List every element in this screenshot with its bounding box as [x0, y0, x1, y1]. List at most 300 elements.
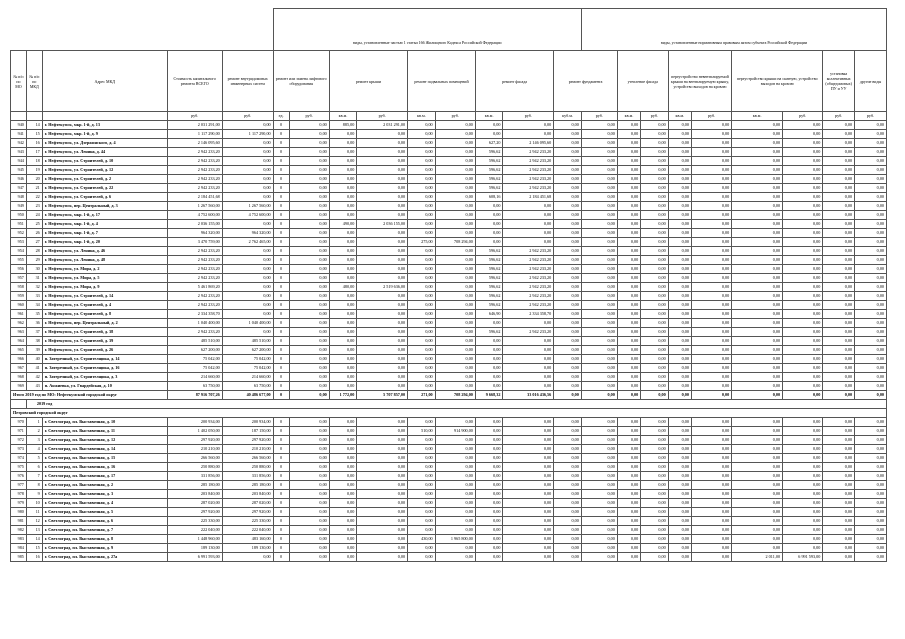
row-value: 75 042,00 — [222, 364, 273, 373]
row-value: 0,00 — [554, 517, 582, 526]
table-row — [11, 508, 887, 517]
col-num2-header: № п/п по МКД — [26, 51, 42, 112]
table-row — [11, 535, 887, 544]
row-subnumber: 3 — [26, 436, 42, 445]
row-value: 0,00 — [357, 184, 408, 193]
row-value: 0,00 — [641, 373, 669, 382]
row-value: 0,00 — [357, 238, 408, 247]
row-value: 0,00 — [691, 490, 731, 499]
unit-cell: руб. — [289, 112, 329, 121]
row-number: 975 — [11, 463, 27, 472]
row-value: 0,00 — [289, 337, 329, 346]
row-value: 0,00 — [783, 544, 823, 553]
row-value: 0,00 — [617, 517, 640, 526]
row-value: 0,00 — [554, 184, 582, 193]
row-value: 0 — [273, 427, 289, 436]
row-value: 0,00 — [823, 166, 855, 175]
row-value: 2 942 233,20 — [503, 256, 554, 265]
row-value: 0,00 — [503, 220, 554, 229]
row-value: 0,00 — [357, 211, 408, 220]
row-value: 0,00 — [668, 229, 691, 238]
row-value: 0,00 — [357, 418, 408, 427]
row-value: 0,00 — [408, 229, 436, 238]
row-subnumber: 27 — [26, 238, 42, 247]
row-number: 956 — [11, 265, 27, 274]
unit-cell: руб. — [357, 112, 408, 121]
row-value: 0,00 — [435, 157, 475, 166]
row-value: 0,00 — [617, 184, 640, 193]
row-value: 0,00 — [823, 454, 855, 463]
row-value: 0,00 — [435, 130, 475, 139]
row-value: 0,00 — [408, 364, 436, 373]
row-value: 0,00 — [329, 517, 357, 526]
row-value: 0,00 — [289, 364, 329, 373]
table-row — [11, 193, 887, 202]
row-value: 0,00 — [408, 202, 436, 211]
row-value: 0,00 — [641, 490, 669, 499]
col-meters-header: установка коллективных (общедомовых) ПУ и УУ — [823, 51, 855, 112]
row-value: 0,00 — [329, 193, 357, 202]
row-value: 0,00 — [408, 283, 436, 292]
row-value: 2 942 233,20 — [503, 292, 554, 301]
row-value: 0,00 — [823, 346, 855, 355]
row-address: г. Светлоград, пл. Выставочная, д. 14 — [42, 445, 167, 454]
row-value: 0,00 — [408, 517, 436, 526]
row-value: 0,00 — [823, 184, 855, 193]
table-row — [11, 526, 887, 535]
row-value: 0,00 — [503, 517, 554, 526]
row-value: 0,00 — [732, 121, 783, 130]
row-value: 0,00 — [581, 166, 617, 175]
row-value: 0,00 — [289, 445, 329, 454]
row-value: 0,00 — [668, 220, 691, 229]
row-value: 0,00 — [554, 382, 582, 391]
row-value: 0,00 — [668, 418, 691, 427]
row-value: 0 — [273, 535, 289, 544]
row-value: 0,00 — [554, 247, 582, 256]
total-label: Итого 2019 год по МО: Нефтекумский городской округ — [11, 391, 168, 400]
row-value: 0,00 — [668, 121, 691, 130]
row-value: 0,00 — [823, 130, 855, 139]
row-value: 6 991 593,00 — [783, 553, 823, 562]
row-subnumber: 18 — [26, 157, 42, 166]
row-value: 0,00 — [641, 346, 669, 355]
row-address: п. Затеречный, ул. Строителщика, д. 14 — [42, 355, 167, 364]
row-value: 627 200,00 — [167, 346, 222, 355]
row-subnumber: 38 — [26, 337, 42, 346]
row-value: 0,00 — [668, 274, 691, 283]
row-value: 0,00 — [357, 337, 408, 346]
row-number: 984 — [11, 544, 27, 553]
unit-cell: руб. — [783, 112, 823, 121]
row-value: 0,00 — [641, 211, 669, 220]
row-value: 0,00 — [823, 211, 855, 220]
row-address: г. Нефтекумск, пер. Центральный, д. 2 — [42, 319, 167, 328]
row-value: 0,00 — [617, 382, 640, 391]
row-value: 627 200,00 — [222, 346, 273, 355]
row-value: 0,00 — [581, 454, 617, 463]
row-value: 0,00 — [435, 265, 475, 274]
row-value: 0,00 — [823, 535, 855, 544]
row-value: 0,00 — [691, 247, 731, 256]
row-value: 0,00 — [289, 346, 329, 355]
table-row — [11, 121, 887, 130]
row-value: 0,00 — [435, 382, 475, 391]
row-address: г. Нефтекумск, ул. Мира, д. 9 — [42, 283, 167, 292]
row-address: г. Нефтекумск, мкр. 1-й, д. 7 — [42, 229, 167, 238]
row-value: 214 660,00 — [167, 373, 222, 382]
row-number: 974 — [11, 454, 27, 463]
row-value: 0,00 — [691, 553, 731, 562]
row-value: 0,00 — [855, 481, 887, 490]
row-value: 0,00 — [855, 202, 887, 211]
row-value: 0,00 — [554, 490, 582, 499]
row-value: 0,00 — [617, 355, 640, 364]
row-value: 0,00 — [823, 238, 855, 247]
row-value: 0,00 — [823, 526, 855, 535]
row-value: 0,00 — [691, 373, 731, 382]
total-value: 40 486 677,00 — [222, 391, 273, 400]
row-value: 0,00 — [503, 211, 554, 220]
row-value: 0,00 — [855, 436, 887, 445]
row-value: 0,00 — [855, 256, 887, 265]
row-value: 0,00 — [732, 526, 783, 535]
row-number: 963 — [11, 328, 27, 337]
row-number: 947 — [11, 184, 27, 193]
row-value: 0,00 — [408, 220, 436, 229]
row-value: 0,00 — [222, 157, 273, 166]
row-value: 0,00 — [823, 382, 855, 391]
row-value: 0,00 — [475, 553, 503, 562]
row-value: 0,00 — [668, 373, 691, 382]
row-subnumber: 36 — [26, 319, 42, 328]
row-address: г. Нефтекумск, ул. Строителей, д. 4 — [42, 301, 167, 310]
row-value: 0,00 — [668, 499, 691, 508]
row-value: 0,00 — [435, 517, 475, 526]
row-value: 0,00 — [289, 148, 329, 157]
row-value: 0,00 — [408, 130, 436, 139]
table-row — [11, 283, 887, 292]
row-value: 0,00 — [554, 310, 582, 319]
row-value: 0,00 — [329, 508, 357, 517]
row-subnumber: 16 — [26, 139, 42, 148]
row-value: 0,00 — [554, 121, 582, 130]
row-value: 0,00 — [357, 508, 408, 517]
row-value: 0,00 — [641, 148, 669, 157]
row-value: 0,00 — [855, 319, 887, 328]
row-value: 0,00 — [554, 337, 582, 346]
row-value: 0,00 — [329, 247, 357, 256]
row-value: 0,00 — [691, 274, 731, 283]
row-value: 0,00 — [408, 526, 436, 535]
row-value: 0,00 — [617, 418, 640, 427]
row-value: 0,00 — [503, 202, 554, 211]
row-value: 0,00 — [357, 517, 408, 526]
row-value: 0,00 — [691, 328, 731, 337]
total-value: 0,00 — [289, 391, 329, 400]
row-value: 0,00 — [668, 535, 691, 544]
row-value: 0 — [273, 328, 289, 337]
row-value: 0,00 — [783, 283, 823, 292]
row-value: 2 942 233,20 — [167, 328, 222, 337]
table-row — [11, 517, 887, 526]
row-value: 0,00 — [581, 301, 617, 310]
row-value: 0,00 — [823, 202, 855, 211]
row-value: 0,00 — [855, 355, 887, 364]
row-number: 981 — [11, 517, 27, 526]
row-value: 0,00 — [691, 130, 731, 139]
row-value: 0,00 — [554, 157, 582, 166]
row-value: 0,00 — [617, 139, 640, 148]
row-number: 968 — [11, 373, 27, 382]
row-number: 945 — [11, 166, 27, 175]
row-value: 0,00 — [357, 328, 408, 337]
row-value: 0 — [273, 364, 289, 373]
row-value: 0,00 — [641, 274, 669, 283]
table-row — [11, 211, 887, 220]
row-value: 0,00 — [408, 166, 436, 175]
row-value: 0,00 — [289, 553, 329, 562]
row-value: 2 184 451,68 — [167, 193, 222, 202]
unit-cell: руб. — [503, 112, 554, 121]
row-value: 0,00 — [823, 364, 855, 373]
row-value: 0,00 — [581, 193, 617, 202]
row-value: 2 942 233,20 — [503, 274, 554, 283]
row-value: 0,00 — [641, 553, 669, 562]
row-value: 0,00 — [617, 472, 640, 481]
row-value: 0,00 — [329, 346, 357, 355]
row-value: 0,00 — [732, 166, 783, 175]
row-value: 0,00 — [617, 436, 640, 445]
table-row — [11, 472, 887, 481]
row-number: 960 — [11, 301, 27, 310]
row-number: 965 — [11, 346, 27, 355]
row-value: 596,62 — [475, 184, 503, 193]
row-value: 0,00 — [329, 328, 357, 337]
table-row — [11, 139, 887, 148]
row-value: 0,00 — [581, 238, 617, 247]
row-value: 0,00 — [691, 472, 731, 481]
row-value: 0,00 — [855, 247, 887, 256]
row-value: 0,00 — [617, 238, 640, 247]
row-value: 0,00 — [823, 121, 855, 130]
row-value: 0,00 — [329, 463, 357, 472]
row-value: 0,00 — [855, 445, 887, 454]
row-value: 0,00 — [581, 328, 617, 337]
row-value: 0,00 — [435, 211, 475, 220]
row-value: 0,00 — [641, 499, 669, 508]
row-value: 0,00 — [475, 364, 503, 373]
row-value: 0,00 — [503, 418, 554, 427]
row-number: 976 — [11, 472, 27, 481]
row-value: 0,00 — [641, 427, 669, 436]
row-value: 1 040 400,00 — [222, 319, 273, 328]
row-value: 0,00 — [329, 499, 357, 508]
row-number: 979 — [11, 499, 27, 508]
row-value: 0,00 — [503, 481, 554, 490]
row-value: 0,00 — [581, 121, 617, 130]
row-number: 949 — [11, 202, 27, 211]
row-address: г. Нефтекумск, ул. Строителей, д. 8 — [42, 310, 167, 319]
row-subnumber: 20 — [26, 175, 42, 184]
row-value: 0,00 — [435, 274, 475, 283]
row-value: 0 — [273, 166, 289, 175]
row-value: 0,00 — [581, 130, 617, 139]
table-row — [11, 544, 887, 553]
row-value: 0,00 — [668, 472, 691, 481]
row-value: 0,00 — [289, 355, 329, 364]
row-value: 200 934,00 — [167, 418, 222, 427]
row-value: 0,00 — [357, 355, 408, 364]
row-value: 0,00 — [554, 283, 582, 292]
row-value: 0,00 — [475, 121, 503, 130]
row-value: 0,00 — [554, 175, 582, 184]
row-value: 0 — [273, 499, 289, 508]
row-value: 0,00 — [475, 481, 503, 490]
row-value: 0,00 — [581, 310, 617, 319]
row-value: 0,00 — [222, 247, 273, 256]
row-value: 0,00 — [732, 256, 783, 265]
row-value: 0,00 — [668, 283, 691, 292]
row-value: 0,00 — [732, 328, 783, 337]
row-value: 0 — [273, 544, 289, 553]
row-value: 0,00 — [732, 247, 783, 256]
row-number: 953 — [11, 238, 27, 247]
row-value: 0,00 — [222, 292, 273, 301]
row-value: 0,00 — [823, 328, 855, 337]
row-value: 0,00 — [783, 130, 823, 139]
row-value: 0,00 — [357, 499, 408, 508]
row-value: 0,00 — [855, 211, 887, 220]
unit-cell: руб. — [691, 112, 731, 121]
row-value: 0,00 — [289, 274, 329, 283]
row-value: 0,00 — [554, 427, 582, 436]
row-value: 0,00 — [783, 193, 823, 202]
year-row — [11, 400, 887, 409]
row-value: 0,00 — [222, 220, 273, 229]
units-blank — [11, 112, 27, 121]
row-subnumber: 29 — [26, 256, 42, 265]
row-value: 0,00 — [503, 499, 554, 508]
row-value: 0,00 — [617, 490, 640, 499]
row-address: п. Затеречный, ул. Строителщика, д. 3 — [42, 373, 167, 382]
row-value: 0,00 — [691, 337, 731, 346]
row-value: 0,00 — [668, 265, 691, 274]
row-value: 0,00 — [408, 211, 436, 220]
row-value: 0,00 — [668, 553, 691, 562]
row-value: 0,00 — [617, 220, 640, 229]
row-value: 0,00 — [855, 508, 887, 517]
row-value: 0,00 — [783, 526, 823, 535]
row-value: 6 991 593,00 — [167, 553, 222, 562]
row-value: 0,00 — [329, 130, 357, 139]
row-value: 0 — [273, 355, 289, 364]
col-systems-header: ремонт внутридомовых инженерных систем — [222, 51, 273, 112]
row-address: г. Нефтекумск, мкр. 1-й, д. 17 — [42, 211, 167, 220]
row-value: 225 330,00 — [167, 517, 222, 526]
row-value: 0,00 — [855, 373, 887, 382]
row-value: 0,00 — [732, 337, 783, 346]
row-value: 63 750,00 — [222, 382, 273, 391]
row-value: 2 031 291,00 — [167, 121, 222, 130]
row-value: 0 — [273, 157, 289, 166]
row-value: 0,00 — [554, 553, 582, 562]
row-address: г. Нефтекумск, ул. Мира, д. 5 — [42, 274, 167, 283]
table-row — [11, 274, 887, 283]
row-value: 0,00 — [691, 148, 731, 157]
row-value: 4 752 600,00 — [167, 211, 222, 220]
row-value: 0,00 — [289, 544, 329, 553]
row-value: 0,00 — [823, 193, 855, 202]
row-value: 0,00 — [475, 238, 503, 247]
row-value: 0,00 — [329, 238, 357, 247]
row-value: 0,00 — [503, 508, 554, 517]
row-value: 0,00 — [783, 535, 823, 544]
row-value: 0,00 — [823, 499, 855, 508]
row-value: 0,00 — [691, 211, 731, 220]
table-row — [11, 229, 887, 238]
row-value: 0,00 — [357, 247, 408, 256]
row-value: 0,00 — [435, 202, 475, 211]
row-value: 0,00 — [435, 508, 475, 517]
row-value: 0,00 — [554, 292, 582, 301]
row-address: г. Нефтекумск, ул. Строителей, д. 14 — [42, 292, 167, 301]
row-value: 0,00 — [783, 121, 823, 130]
row-value: 2 942 233,20 — [167, 265, 222, 274]
col-pitched-header: переустройство крыши на скатную, устройство выходов на кровлю — [732, 51, 823, 112]
row-value: 285 180,00 — [167, 481, 222, 490]
row-value: 0,00 — [783, 355, 823, 364]
row-value: 0,00 — [855, 364, 887, 373]
row-value: 0,00 — [641, 436, 669, 445]
row-value: 0,00 — [855, 310, 887, 319]
unit-cell: руб. — [167, 112, 222, 121]
row-value: 0,00 — [691, 301, 731, 310]
row-value: 1 965 800,00 — [435, 535, 475, 544]
row-value: 0,00 — [732, 445, 783, 454]
table-row — [11, 247, 887, 256]
row-value: 0 — [273, 202, 289, 211]
row-value: 0,00 — [668, 139, 691, 148]
row-address: г. Нефтекумск, мкр. 1-й, д. 9 — [42, 130, 167, 139]
unit-cell: руб. — [855, 112, 887, 121]
row-value: 0 — [273, 211, 289, 220]
row-value: 0,00 — [408, 247, 436, 256]
row-value: 0,00 — [554, 535, 582, 544]
row-subnumber: 10 — [26, 499, 42, 508]
row-value: 0,00 — [617, 130, 640, 139]
col-address-header: Адрес МКД — [42, 51, 167, 112]
row-value: 0,00 — [783, 418, 823, 427]
row-value: 0,00 — [823, 310, 855, 319]
row-address: г. Нефтекумск, мкр. 1-й, д. 4 — [42, 220, 167, 229]
row-value: 0,00 — [357, 202, 408, 211]
row-value: 0,00 — [783, 157, 823, 166]
repair-program-table — [10, 8, 887, 562]
row-value: 0,00 — [357, 544, 408, 553]
row-value: 0,00 — [641, 517, 669, 526]
row-value: 0,00 — [357, 301, 408, 310]
row-value: 2 762 465,00 — [222, 238, 273, 247]
row-value: 0,00 — [435, 319, 475, 328]
row-value: 0,00 — [783, 175, 823, 184]
row-value: 0,00 — [408, 472, 436, 481]
row-value: 0,00 — [783, 184, 823, 193]
row-value: 0,00 — [222, 121, 273, 130]
row-value: 0,00 — [668, 310, 691, 319]
row-value: 331 856,00 — [222, 472, 273, 481]
row-number: 955 — [11, 256, 27, 265]
